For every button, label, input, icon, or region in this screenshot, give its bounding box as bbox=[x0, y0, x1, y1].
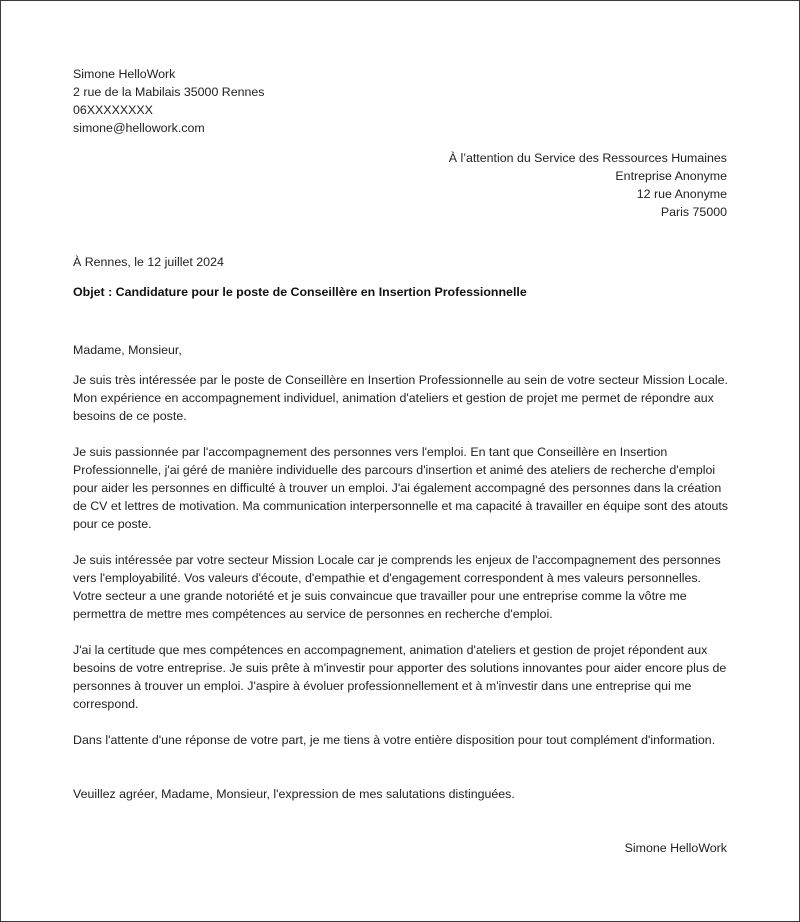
paragraph-intro: Je suis très intéressée par le poste de Conseillère en Insertion Professionnelle au sein de votre secteur Mission Locale. Mon expérience en accompagnement individuel, animation d'ateliers et gestion de projet me permet de répondre aux besoins de ce poste. bbox=[73, 373, 728, 423]
paragraph-skills: J'ai la certitude que mes compétences en accompagnement, animation d'ateliers et gestion de projet répondent aux besoins de votre entreprise. Je suis prête à m'investir pour apporter des solutions innovantes pour aider encore plus de personnes à trouver un emploi. J'aspire à évoluer professionnellement et à m'investir dans une entreprise qui me correspond. bbox=[73, 643, 727, 711]
recipient-block bbox=[307, 149, 727, 221]
date-line: À Rennes, le 12 juillet 2024 bbox=[73, 255, 224, 269]
closing-formula: Veuillez agréer, Madame, Monsieur, l'expression de mes salutations distinguées. bbox=[73, 787, 515, 801]
signature: Simone HelloWork bbox=[624, 841, 727, 855]
sender-name: Simone HelloWork bbox=[73, 67, 176, 81]
recipient-street: 12 rue Anonyme bbox=[636, 187, 727, 201]
sender-block bbox=[73, 65, 473, 137]
recipient-city: Paris 75000 bbox=[660, 205, 727, 219]
subject-line: Objet : Candidature pour le poste de Conseillère en Insertion Professionnelle bbox=[73, 285, 527, 299]
paragraph-availability: Dans l'attente d'une réponse de votre part, je me tiens à votre entière disposition pour tout complément d'information. bbox=[73, 733, 716, 747]
sender-email: simone@hellowork.com bbox=[73, 121, 205, 135]
sender-phone: 06XXXXXXXX bbox=[73, 103, 153, 117]
paragraph-experience: Je suis passionnée par l'accompagnement des personnes vers l'emploi. En tant que Conseillère en Insertion Professionnelle, j'ai géré de manière individuelle des parcours d'insertion et animé des ateliers de recherche d'emploi pour aider les personnes en difficulté à trouver un emploi. J'ai également accompagné des personnes dans la création de CV et lettres de motivation. Ma communication interpersonnelle et ma capacité à travailler en équipe sont des atouts pour ce poste. bbox=[73, 445, 728, 531]
sender-address: 2 rue de la Mabilais 35000 Rennes bbox=[73, 85, 265, 99]
letter-body bbox=[73, 371, 729, 767]
recipient-company: Entreprise Anonyme bbox=[615, 169, 727, 183]
paragraph-motivation: Je suis intéressée par votre secteur Mission Locale car je comprends les enjeux de l'accompagnement des personnes vers l'employabilité. Vos valeurs d'écoute, d'empathie et d'engagement correspondent à mes valeurs personnelles. Votre secteur a une grande notoriété et je suis convaincue que travailler pour une entreprise comme la vôtre me permettra de mettre mes compétences au service de personnes en recherche d'emploi. bbox=[73, 553, 721, 621]
greeting: Madame, Monsieur, bbox=[73, 343, 182, 357]
recipient-attention: À l’attention du Service des Ressources Humaines bbox=[448, 151, 727, 165]
